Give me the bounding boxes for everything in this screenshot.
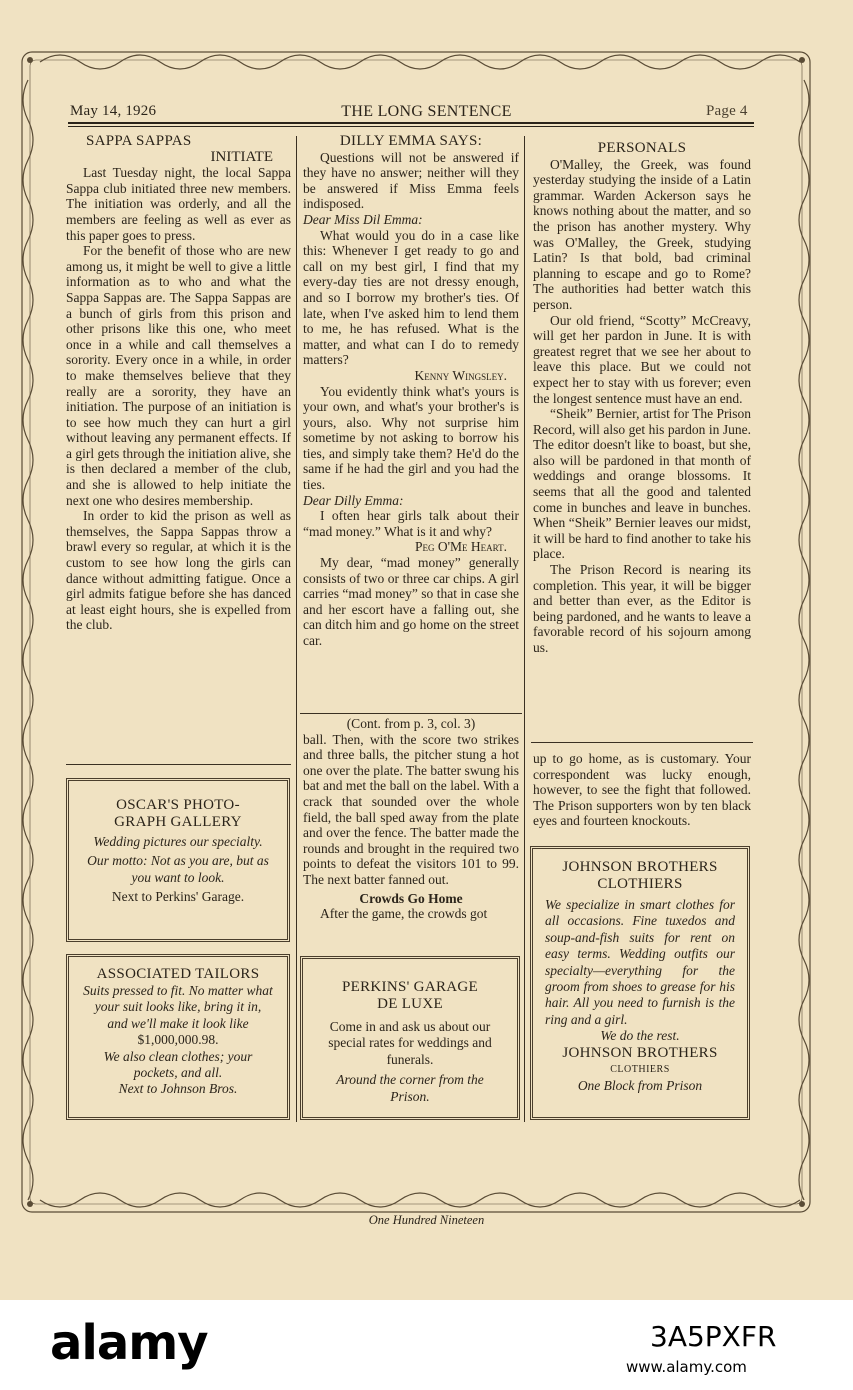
ad-title: ASSOCIATED TAILORS xyxy=(96,966,260,982)
ad-signature: JOHNSON BROTHERS xyxy=(562,1044,718,1061)
ad-text: Wedding pictures our specialty. xyxy=(93,834,263,849)
article-paragraph: In order to kid the prison as well as themselves, the Sappa Sappas throw a brawl every so regular, at which it is the custom to see how long the girls can dance without admitting fatigue. Once a girl admits fatigue before she has danced at least eight hours, she is expelled from the club. xyxy=(66,508,291,633)
section-rule xyxy=(300,713,522,714)
article-paragraph: O'Malley, the Greek, was found yesterday studying the inside of a Latin grammar. Warden Ackerson says he knows nothing about the matter, and so the prison has another mystery. Why was O'Malley, the Greek, studying Latin? Is that bold, bad criminal planning to escape and go to Rome? The authorities had better watch this person. xyxy=(533,156,751,312)
column-divider-2 xyxy=(524,136,525,1122)
ad-title: DE LUXE xyxy=(377,996,443,1012)
watermark-logo: alamy xyxy=(50,1315,208,1371)
article-paragraph: What would you do in a case like this: Whenever I get ready to go and call on my best girl, I find that my every-day ties are not dressy enough, and so I borrow my brother's ties. Of late, when I've asked him to lend them to me, he has refused. What is the matter, and what can I do to remedy matters? xyxy=(303,227,519,368)
ad-text: Around the corner from the Prison. xyxy=(336,1072,484,1104)
ad-text: One Block from Prison xyxy=(577,1078,703,1094)
article-paragraph: Last Tuesday night, the local Sappa Sappa club initiated three new members. The initiation was orderly, and all the members are feeling as well as ever as this paper goes to press. xyxy=(66,165,291,243)
watermark-url: www.alamy.com xyxy=(626,1358,747,1376)
article-paragraph: Our old friend, “Scotty” McCreavy, will get her pardon in June. It is with greatest regret that we see her about to leave this place. But we could not expect her to stay with us forever; even the longest sentence must have an end. xyxy=(533,312,751,406)
ad-text: Our motto: Not as you are, but as you want to look. xyxy=(87,853,269,885)
article-paragraph: ball. Then, with the score two strikes and three balls, the pitcher stung a hot one over the plate. The batter swung his bat and met the ball on the label. With a crack that sounded over the whole field, the ball sped away from the plate and over the fence. The batter made the rounds and brought in the required two points to defeat the visitors 101 to 99. The next batter fanned out. xyxy=(303,731,519,887)
column-2-sports-continued xyxy=(303,716,519,922)
column-3-personals xyxy=(533,141,751,656)
letter-salutation: Dear Dilly Emma: xyxy=(303,492,404,508)
ad-title: PERKINS' GARAGE xyxy=(342,979,478,995)
column-divider-1 xyxy=(296,136,297,1122)
article-paragraph: The Prison Record is nearing its completion. This year, it will be bigger and better than ever, as the Editor is being pardoned, and he wants to leave a favorable record of his sojourn among us. xyxy=(533,562,751,655)
article-paragraph: Questions will not be answered if they have no answer; neither will they be answered if Miss Emma feels indisposed. xyxy=(303,149,519,212)
ad-text: We do the rest. xyxy=(600,1028,680,1044)
header-rule xyxy=(68,122,754,124)
column-1-article xyxy=(66,134,291,633)
article-paragraph: After the game, the crowds got xyxy=(320,906,488,922)
ad-text: Come in and ask us about our special rates for weddings and funerals. xyxy=(328,1019,492,1067)
letter-signature: Kenny Wingsley. xyxy=(414,367,507,383)
continuation-note: (Cont. from p. 3, col. 3) xyxy=(346,716,476,731)
article-paragraph: You evidently think what's yours is your own, and what's your brother's is yours, also. Why not surprise him sometime by not asking to borrow his ties, and simply take them? He'd do the same if he had the girl and you had the ties. xyxy=(303,383,519,493)
ad-text: We also clean clothes; your pockets, and all. xyxy=(103,1048,253,1081)
column-3-sports-continued xyxy=(533,751,751,829)
ad-text: We specialize in smart clothes for all occasions. Fine tuxedos and soup-and-fish suits for rent on easy terms. Wedding outfits our specialty—everything for the groom from shoes to grease for his hair. All you need to furnish is the ring and a girl. xyxy=(545,897,735,1027)
ad-text: Next to Perkins' Garage. xyxy=(111,889,245,905)
page-footer-number: One Hundred Nineteen xyxy=(368,1213,485,1227)
ad-title: CLOTHIERS xyxy=(597,876,683,892)
article-paragraph: I often hear girls talk about their “mad money.” What is it and why? xyxy=(303,508,519,539)
header-rule-thin xyxy=(68,126,754,127)
article-subheadline: INITIATE xyxy=(210,148,273,165)
article-paragraph: My dear, “mad money” generally consists of two or three car chips. A girl carries “mad money” so that in case she and her escort have a falling out, she can ditch him and go home on the street car. xyxy=(303,555,519,648)
ad-associated-tailors xyxy=(66,954,290,1120)
column-headline: DILLY EMMA SAYS: xyxy=(339,133,483,149)
ad-title: GRAPH GALLERY xyxy=(114,814,242,830)
article-paragraph: “Sheik” Bernier, artist for The Prison Record, will also get his pardon in June. The editor doesn't like to boast, but she, also will be pardoned in that month of weddings and orange blossoms. It seems that all the good and talented come in bunches and leave in bunches. When “Sheik” Bernier leaves our midst, it will be hard to find another to take his place. xyxy=(533,406,751,562)
article-headline: SAPPA SAPPAS xyxy=(86,133,192,149)
watermark-image-code: 3A5PXFR xyxy=(650,1320,777,1353)
letter-salutation: Dear Miss Dil Emma: xyxy=(303,211,423,227)
ad-title: JOHNSON BROTHERS xyxy=(562,859,718,875)
issue-date: May 14, 1926 xyxy=(70,103,157,119)
page-number: Page 4 xyxy=(706,103,748,119)
section-rule xyxy=(66,764,291,765)
ad-price: $1,000,000.98. xyxy=(137,1032,219,1048)
ad-text: Suits pressed to fit. No matter what your suit looks like, bring it in, and we'll make it look like xyxy=(83,983,273,1031)
ad-signature-sub: CLOTHIERS xyxy=(610,1063,670,1075)
newspaper-title: THE LONG SENTENCE xyxy=(341,103,512,120)
ad-title: OSCAR'S PHOTO- xyxy=(116,797,240,813)
ad-oscars-photo-gallery xyxy=(66,778,290,942)
section-rule xyxy=(531,742,753,743)
ad-johnson-brothers xyxy=(530,846,750,1120)
article-subhead: Crowds Go Home xyxy=(359,890,463,906)
ad-perkins-garage xyxy=(300,956,520,1120)
article-paragraph: up to go home, as is customary. Your correspondent was lucky enough, however, to see the fight that followed. The Prison supporters won by ten black eyes and fourteen knockouts. xyxy=(533,751,751,829)
ad-text: Next to Johnson Bros. xyxy=(118,1081,238,1097)
column-headline: PERSONALS xyxy=(597,140,687,156)
column-2-advice xyxy=(303,134,519,649)
letter-signature: Peg O'Me Heart. xyxy=(414,539,507,555)
article-paragraph: For the benefit of those who are new among us, it might be well to give a little information as to who and what the Sappa Sappas are. The Sappa Sappas are a bunch of girls from this prison and other prisons like this one, who meet once in a while and call themselves a sorority. Every once in a while, in order to make themselves believe that they really are a sorority, they have an initiation. The purpose of an initiation is to see how much they can hurt a girl without leaving any permanent effects. If a girl gets through the initiation alive, she is then declared a member of the club, and she is allowed to help initiate the next one who desires membership. xyxy=(66,243,291,508)
